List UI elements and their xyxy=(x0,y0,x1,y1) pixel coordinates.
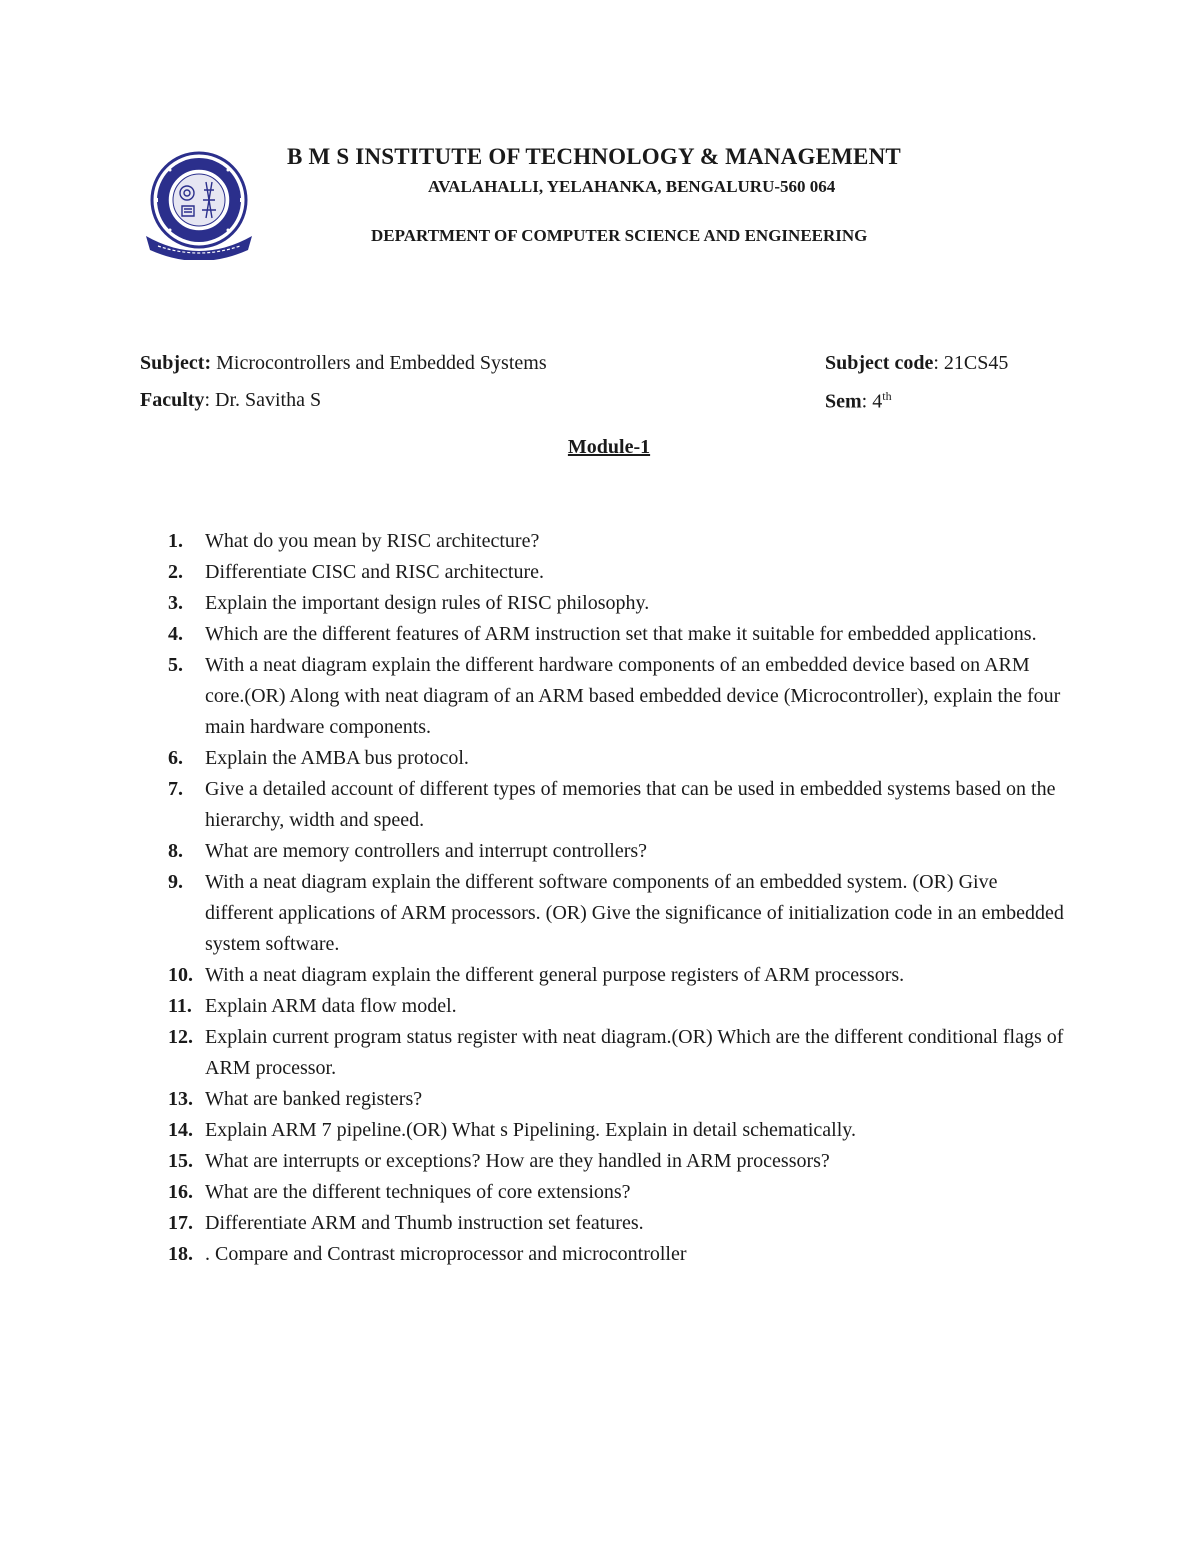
question-number: 8. xyxy=(168,840,183,862)
question-item xyxy=(168,1208,1068,1239)
question-item xyxy=(168,1084,1068,1115)
question-text: What do you mean by RISC architecture? xyxy=(205,530,540,552)
question-item xyxy=(168,557,1068,588)
question-number: 6. xyxy=(168,747,183,769)
question-item xyxy=(168,619,1068,650)
question-item xyxy=(168,991,1068,1022)
question-text: What are memory controllers and interrupt controllers? xyxy=(205,840,648,862)
subject-code-label: Subject code xyxy=(825,352,934,374)
question-text: What are banked registers? xyxy=(205,1088,423,1110)
question-number: 17. xyxy=(168,1212,193,1234)
subject-code-value: 21CS45 xyxy=(943,352,1009,374)
question-text: Differentiate CISC and RISC architecture. xyxy=(205,561,544,583)
question-item xyxy=(168,1022,1068,1084)
module-title: Module-1 xyxy=(567,436,651,458)
institute-seal-icon xyxy=(140,148,258,260)
question-number: 3. xyxy=(168,592,183,614)
question-number: 13. xyxy=(168,1088,193,1110)
question-number: 4. xyxy=(168,623,183,645)
question-item xyxy=(168,1177,1068,1208)
question-text: Differentiate ARM and Thumb instruction set features. xyxy=(205,1212,644,1234)
question-number: 14. xyxy=(168,1119,193,1141)
faculty-line: Faculty: Dr. Savitha S xyxy=(140,389,322,411)
question-text: Explain the AMBA bus protocol. xyxy=(205,747,469,769)
question-item xyxy=(168,1115,1068,1146)
question-number: 1. xyxy=(168,530,183,552)
question-number: 9. xyxy=(168,871,183,893)
question-text: What are interrupts or exceptions? How are they handled in ARM processors? xyxy=(205,1150,830,1172)
sem-value: 4 xyxy=(872,390,883,413)
question-text: Explain ARM data flow model. xyxy=(205,995,457,1017)
question-item xyxy=(168,960,1068,991)
faculty-label: Faculty xyxy=(140,389,205,411)
subject-value: Microcontrollers and Embedded Systems xyxy=(216,352,547,374)
institute-address: AVALAHALLI, YELAHANKA, BENGALURU-560 064 xyxy=(428,177,836,196)
question-text: . Compare and Contrast microprocessor and microcontroller xyxy=(205,1243,687,1265)
question-number: 18. xyxy=(168,1243,193,1265)
question-text: With a neat diagram explain the different general purpose registers of ARM processors. xyxy=(205,964,905,986)
question-text: Explain current program status register with neat diagram.(OR) Which are the different conditional flags of ARM processor. xyxy=(205,1026,1064,1079)
question-item xyxy=(168,588,1068,619)
question-item xyxy=(168,1239,1068,1270)
question-number: 5. xyxy=(168,654,183,676)
subject-line xyxy=(140,352,547,375)
subject-label: Subject: xyxy=(140,352,212,374)
question-text: Give a detailed account of different types of memories that can be used in embedded systems based on the hierarchy, width and speed. xyxy=(205,778,1056,831)
question-item xyxy=(168,1146,1068,1177)
question-list xyxy=(168,526,1068,1270)
sem-suffix: th xyxy=(882,389,892,403)
question-number: 15. xyxy=(168,1150,193,1172)
subject-code-line: Subject code: 21CS45 xyxy=(825,352,1009,374)
question-text: With a neat diagram explain the different hardware components of an embedded device based on ARM core.(OR) Along with neat diagram of an ARM based embedded device (Microcontroller), explain the four main hardware components. xyxy=(205,654,1061,738)
question-number: 10. xyxy=(168,964,193,986)
question-text: Which are the different features of ARM instruction set that make it suitable for embedded applications. xyxy=(205,623,1037,645)
question-number: 7. xyxy=(168,778,183,800)
question-text: Explain the important design rules of RISC philosophy. xyxy=(205,592,650,614)
question-text: What are the different techniques of core extensions? xyxy=(205,1181,631,1203)
question-number: 12. xyxy=(168,1026,193,1048)
faculty-value: Dr. Savitha S xyxy=(215,389,322,411)
question-number: 16. xyxy=(168,1181,193,1203)
question-item xyxy=(168,743,1068,774)
question-item xyxy=(168,836,1068,867)
sem-label: Sem xyxy=(825,390,862,413)
question-item xyxy=(168,650,1068,743)
department-name: DEPARTMENT OF COMPUTER SCIENCE AND ENGINEERING xyxy=(371,226,868,245)
question-number: 11. xyxy=(168,995,192,1017)
question-text: With a neat diagram explain the different software components of an embedded system. (OR) Give different applications of ARM processors. (OR) Give the significance of initialization code in an embedded system software. xyxy=(205,871,1064,955)
institute-name: B M S INSTITUTE OF TECHNOLOGY & MANAGEMENT xyxy=(287,144,901,169)
question-text: Explain ARM 7 pipeline.(OR) What s Pipelining. Explain in detail schematically. xyxy=(205,1119,856,1141)
question-number: 2. xyxy=(168,561,183,583)
sem-line: Sem: 4th xyxy=(825,389,892,413)
question-item xyxy=(168,526,1068,557)
question-item xyxy=(168,774,1068,836)
question-item xyxy=(168,867,1068,960)
